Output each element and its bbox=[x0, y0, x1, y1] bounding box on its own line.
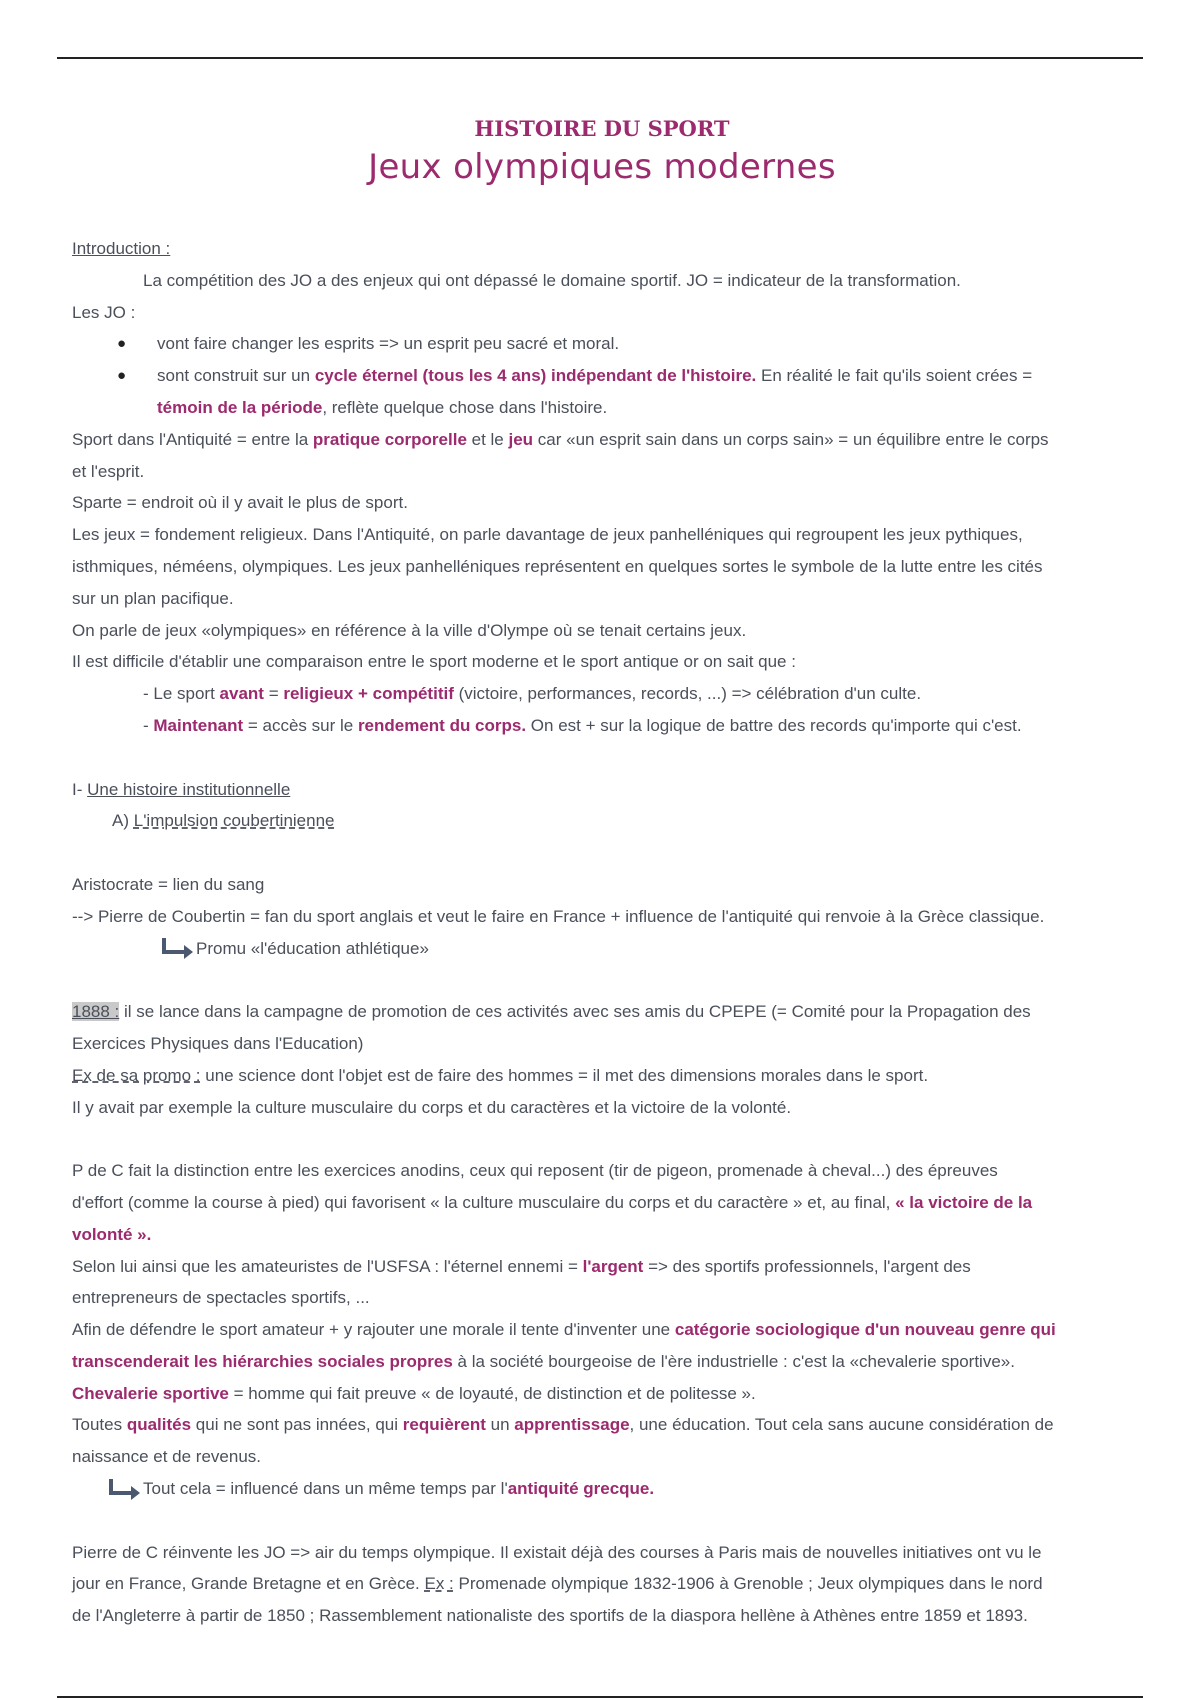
text-line: Promu «l'éducation athlétique» bbox=[72, 933, 1132, 965]
spacer bbox=[72, 837, 1132, 869]
text-line: Tout cela = influencé dans un même temps par l'antiquité grecque. bbox=[72, 1473, 1132, 1505]
text-line: jour en France, Grande Bretagne et en Grèce. Ex : Promenade olympique 1832-1906 à Grenoble ; Jeux olympiques dans le nord bbox=[72, 1574, 1043, 1594]
text-line: - Le sport avant = religieux + compétitif (victoire, performances, records, ...) => célébration d'un culte. bbox=[143, 684, 922, 704]
bullet-icon: ● bbox=[117, 335, 127, 353]
document-page bbox=[72, 112, 1132, 1632]
jo-bullet-list bbox=[72, 328, 1132, 423]
text-line: 1888 : il se lance dans la campagne de promotion de ces activités avec ses amis du CPEPE (= Comité pour la Propagation des bbox=[72, 1002, 1031, 1022]
list-item: ● sont construit sur un cycle éternel (tous les 4 ans) indépendant de l'histoire. En réalité le fait qu'ils soient crées = témoin de la période, reflète quelque chose dans l'histoire. bbox=[117, 360, 1132, 424]
text-line: P de C fait la distinction entre les exercices anodins, ceux qui reposent (tir de pigeon, promenade à cheval...) des épreuves bbox=[72, 1161, 998, 1181]
spacer bbox=[72, 1505, 1132, 1537]
bottom-rule bbox=[57, 1696, 1143, 1698]
text-line: entrepreneurs de spectacles sportifs, ... bbox=[72, 1288, 370, 1308]
subsection-heading: A) L'impulsion coubertinienne bbox=[112, 811, 335, 831]
spacer bbox=[72, 742, 1132, 774]
text-line: sur un plan pacifique. bbox=[72, 588, 234, 608]
text-line: - Maintenant = accès sur le rendement du corps. On est + sur la logique de battre des records qu'importe qui c'est. bbox=[143, 715, 1022, 735]
document-header bbox=[72, 116, 1132, 187]
text-line: isthmiques, néméens, olympiques. Les jeux panhelléniques représentent en quelques sortes le symbole de la lutte entre les cités bbox=[72, 556, 1043, 576]
text-line: de l'Angleterre à partir de 1850 ; Rassemblement nationaliste des sportifs de la diaspora hellène à Athènes entre 1859 et 1893. bbox=[72, 1606, 1028, 1626]
text-line: Selon lui ainsi que les amateuristes de l'USFSA : l'éternel ennemi = l'argent => des sportifs professionnels, l'argent des bbox=[72, 1256, 971, 1276]
document-title: Jeux olympiques modernes bbox=[368, 147, 836, 187]
text-line: Il est difficile d'établir une comparaison entre le sport moderne et le sport antique or on sait que : bbox=[72, 652, 796, 672]
text-line: d'effort (comme la course à pied) qui favorisent « la culture musculaire du corps et du caractère » et, au final, « la victoire de la bbox=[72, 1192, 1033, 1212]
text-line: Il y avait par exemple la culture musculaire du corps et du caractères et la victoire de la volonté. bbox=[72, 1097, 792, 1117]
document-body bbox=[72, 233, 1132, 1632]
text-line: --> Pierre de Coubertin = fan du sport anglais et veut le faire en France + influence de l'antiquité qui renvoie à la Grèce classique. bbox=[72, 906, 1045, 926]
text-line: transcenderait les hiérarchies sociales propres à la société bourgeoise de l'ère industrielle : c'est la «chevalerie sportive». bbox=[72, 1351, 1015, 1371]
text-line: Sport dans l'Antiquité = entre la pratique corporelle et le jeu car «un esprit sain dans un corps sain» = un équilibre entre le corps bbox=[72, 429, 1049, 449]
text-line: Pierre de C réinvente les JO => air du temps olympique. Il existait déjà des courses à Paris mais de nouvelles initiatives ont vu le bbox=[72, 1542, 1042, 1562]
text-line: Exercices Physiques dans l'Education) bbox=[72, 1033, 364, 1053]
text-line: Sparte = endroit où il y avait le plus de sport. bbox=[72, 493, 408, 513]
arrow-down-right-icon bbox=[107, 1479, 141, 1501]
arrow-down-right-icon bbox=[160, 938, 194, 960]
text-line: volonté ». bbox=[72, 1224, 152, 1244]
text-line: Aristocrate = lien du sang bbox=[72, 874, 265, 894]
text-line: Afin de défendre le sport amateur + y rajouter une morale il tente d'inventer une catégorie sociologique d'un nouveau genre qui bbox=[72, 1320, 1056, 1340]
text-line: et l'esprit. bbox=[72, 461, 145, 481]
les-jo-label: Les JO : bbox=[72, 302, 136, 322]
text-line: On parle de jeux «olympiques» en référence à la ville d'Olympe où se tenait certains jeux. bbox=[72, 620, 747, 640]
text-line: Ex de sa promo : une science dont l'objet est de faire des hommes = il met des dimensions morales dans le sport. bbox=[72, 1065, 929, 1085]
bullet-icon: ● bbox=[117, 367, 127, 385]
section-heading: I- Une histoire institutionnelle bbox=[72, 779, 291, 799]
spacer bbox=[72, 964, 1132, 996]
intro-paragraph: La compétition des JO a des enjeux qui ont dépassé le domaine sportif. JO = indicateur de la transformation. bbox=[143, 270, 961, 290]
top-rule bbox=[57, 57, 1143, 59]
text-line: naissance et de revenus. bbox=[72, 1447, 262, 1467]
document-kicker: HISTOIRE DU SPORT bbox=[474, 116, 730, 141]
text-line: Chevalerie sportive = homme qui fait preuve « de loyauté, de distinction et de politesse ». bbox=[72, 1383, 756, 1403]
text-line: Les jeux = fondement religieux. Dans l'Antiquité, on parle davantage de jeux panhelléniques qui regroupent les jeux pythiques, bbox=[72, 525, 1023, 545]
intro-heading: Introduction : bbox=[72, 239, 171, 258]
list-item: ● vont faire changer les esprits => un esprit peu sacré et moral. bbox=[117, 328, 1132, 360]
text-line: Toutes qualités qui ne sont pas innées, qui requièrent un apprentissage, une éducation. Tout cela sans aucune considération de bbox=[72, 1415, 1054, 1435]
spacer bbox=[72, 1123, 1132, 1155]
